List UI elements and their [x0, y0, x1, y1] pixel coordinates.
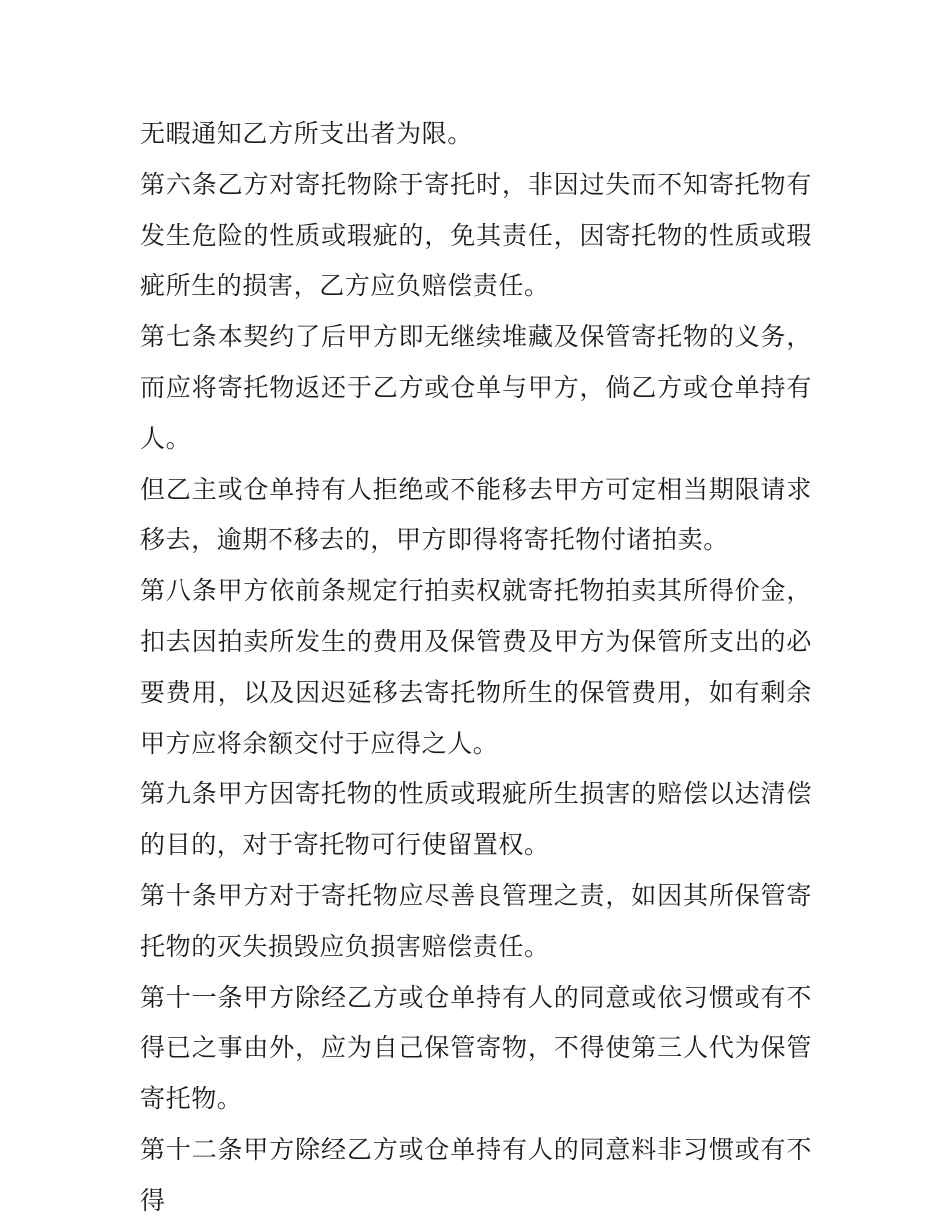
document-body — [140, 109, 812, 1227]
paragraph-2: 第六条乙方对寄托物除于寄托时，非因过失而不知寄托物有发生危险的性质或瑕疵的，免其责任，因寄托物的性质或瑕疵所生的损害，乙方应负赔偿责任。 — [140, 169, 812, 301]
paragraph-5: 第八条甲方依前条规定行拍卖权就寄托物拍卖其所得价金，扣去因拍卖所发生的费用及保管费及甲方为保管所支出的必要费用，以及因迟延移去寄托物所生的保管费用，如有剩余甲方应将余额交付于应得之人。 — [140, 576, 812, 758]
paragraph-4: 但乙主或仓单持有人拒绝或不能移去甲方可定相当期限请求移去，逾期不移去的，甲方即得将寄托物付诸拍卖。 — [140, 474, 812, 555]
paragraph-7: 第十条甲方对于寄托物应尽善良管理之责，如因其所保管寄托物的灭失损毁应负损害赔偿责任。 — [140, 880, 812, 961]
paragraph-9: 第十二条甲方除经乙方或仓单持有人的同意料非习惯或有不得 — [140, 1134, 812, 1215]
paragraph-1: 无暇通知乙方所支出者为限。 — [140, 119, 473, 148]
paragraph-3: 第七条本契约了后甲方即无继续堆藏及保管寄托物的义务，而应将寄托物返还于乙方或仓单与甲方，倘乙方或仓单持有人。 — [140, 322, 812, 453]
paragraph-8: 第十一条甲方除经乙方或仓单持有人的同意或依习惯或有不得已之事由外，应为自己保管寄物，不得使第三人代为保管寄托物。 — [140, 982, 812, 1114]
paragraph-6: 第九条甲方因寄托物的性质或瑕疵所生损害的赔偿以达清偿的目的，对于寄托物可行使留置权。 — [140, 779, 812, 860]
